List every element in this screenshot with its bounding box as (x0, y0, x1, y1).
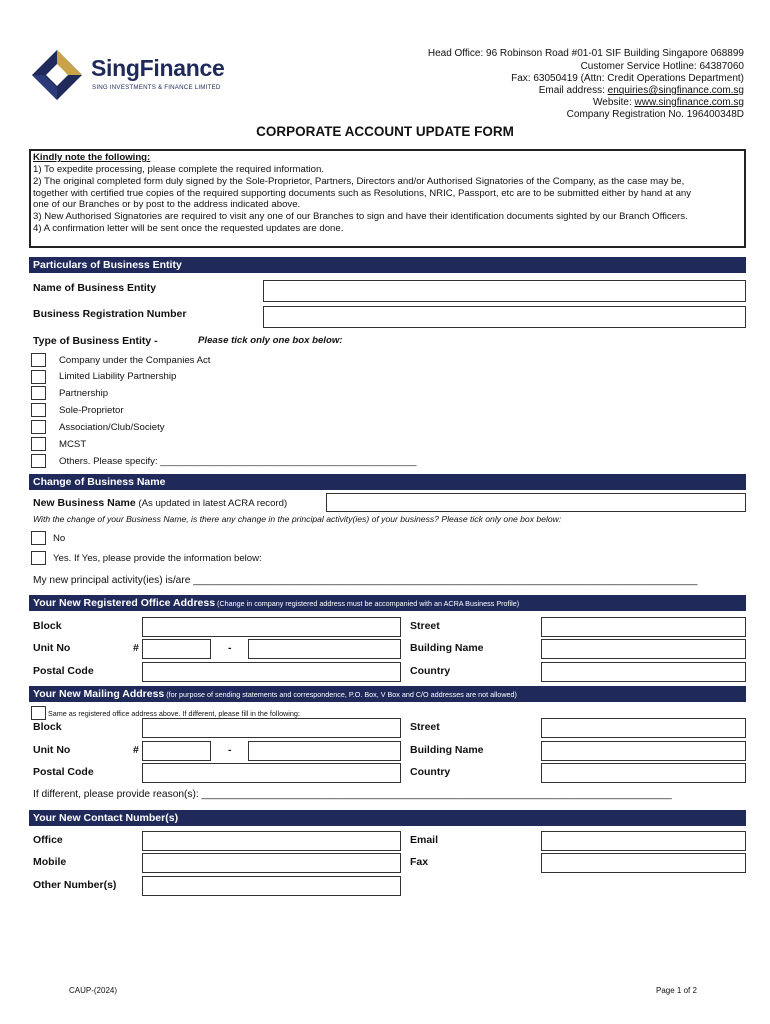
note-line: 1) To expedite processing, please complete the required information. (33, 164, 325, 175)
reg-block-input[interactable] (142, 617, 401, 637)
mail-block-label: Block (33, 721, 62, 733)
checkbox-no[interactable] (31, 531, 46, 545)
mail-block-input[interactable] (142, 718, 401, 738)
note-line: 4) A confirmation letter will be sent once the requested updates are done. (33, 223, 344, 234)
option-association-label: Association/Club/Society (59, 422, 165, 433)
entity-type-hint: Please tick only one box below: (198, 335, 343, 346)
reg-unit-dash: - (228, 642, 232, 654)
other-number-label: Other Number(s) (33, 879, 117, 891)
fax-number-input[interactable] (541, 853, 746, 873)
office-number-label: Office (33, 834, 63, 846)
singfinance-logo-icon (30, 48, 84, 102)
checkbox-mcst[interactable] (31, 437, 46, 451)
email-link[interactable]: enquiries@singfinance.com.sg (607, 85, 744, 96)
head-office-address: Head Office: 96 Robinson Road #01-01 SIF Building Singapore 068899 (427, 48, 744, 59)
reg-country-input[interactable] (541, 662, 746, 682)
checkbox-llp[interactable] (31, 370, 46, 384)
other-number-input[interactable] (142, 876, 401, 896)
note-line: 2) The original completed form duly signed by the Sole-Proprietor, Partners, Directors and/or Authorised Signatories of the Company, as the case may be, (33, 176, 685, 187)
business-reg-number-input[interactable] (263, 306, 746, 328)
note-line: together with certified true copies of the required supporting documents such as Resolutions, NRIC, Passport, etc are to be submitted either by hand at any (33, 188, 692, 199)
logo-subtitle: SING INVESTMENTS & FINANCE LIMITED (92, 84, 221, 91)
reg-unit-label: Unit No (33, 642, 71, 654)
mail-building-input[interactable] (541, 741, 746, 761)
reg-unit-number-input[interactable] (248, 639, 401, 659)
option-others-label: Others. Please specify: ________________________________________________ (59, 456, 417, 467)
reg-street-input[interactable] (541, 617, 746, 637)
mail-unit-floor-input[interactable] (142, 741, 211, 761)
registered-office-note: (Change in company registered address must be accompanied with an ACRA Business Profile) (215, 599, 520, 608)
option-no-label: No (53, 533, 66, 544)
mobile-number-label: Mobile (33, 856, 67, 868)
reg-postal-label: Postal Code (33, 665, 94, 677)
different-reason-line[interactable]: If different, please provide reason(s): ___________________________________________________________________________________ (33, 789, 672, 800)
contact-email-label: Email (410, 834, 439, 846)
option-partnership-label: Partnership (59, 388, 109, 399)
mail-postal-label: Postal Code (33, 766, 94, 778)
mailing-note: (for purpose of sending statements and correspondence, P.O. Box, V Box and C/O addresses are not allowed) (164, 690, 517, 699)
checkbox-association[interactable] (31, 420, 46, 434)
logo-name: SingFinance (91, 55, 225, 81)
checkbox-partnership[interactable] (31, 386, 46, 400)
mail-unit-number-input[interactable] (248, 741, 401, 761)
notes-heading: Kindly note the following: (33, 152, 151, 163)
mail-unit-dash: - (228, 744, 232, 756)
principal-activity-question: With the change of your Business Name, is there any change in the principal activity(ies) of your business? Please tick only one box below: (33, 514, 562, 524)
reg-block-label: Block (33, 620, 62, 632)
entity-type-label: Type of Business Entity - (33, 335, 158, 347)
website-line (593, 97, 744, 108)
checkbox-company[interactable] (31, 353, 46, 367)
fax-number-label: Fax (410, 856, 429, 868)
form-title: CORPORATE ACCOUNT UPDATE FORM (256, 124, 514, 139)
option-mcst-label: MCST (59, 439, 87, 450)
new-business-name-input[interactable] (326, 493, 746, 512)
mail-street-label: Street (410, 721, 440, 733)
section-registered-office-header (29, 595, 746, 611)
mail-country-label: Country (410, 766, 451, 778)
option-sole-proprietor-label: Sole-Proprietor (59, 405, 124, 416)
section-mailing-header (29, 686, 746, 702)
page-number: Page 1 of 2 (656, 986, 697, 995)
mail-country-input[interactable] (541, 763, 746, 783)
reg-building-label: Building Name (410, 642, 484, 654)
new-business-name-label (33, 497, 287, 509)
mobile-number-input[interactable] (142, 853, 401, 873)
reg-building-input[interactable] (541, 639, 746, 659)
mail-unit-label: Unit No (33, 744, 71, 756)
same-address-note: Same as registered office address above. If different, please fill in the following: (48, 709, 300, 718)
checkbox-others[interactable] (31, 454, 46, 468)
note-line: one of our Branches or by post to the address indicated above. (33, 199, 301, 210)
mail-unit-hash: # (133, 744, 139, 756)
mail-postal-input[interactable] (142, 763, 401, 783)
reg-country-label: Country (410, 665, 451, 677)
reg-unit-floor-input[interactable] (142, 639, 211, 659)
notes-box (29, 149, 746, 248)
section-particulars-header: Particulars of Business Entity (29, 257, 746, 273)
business-name-label: Name of Business Entity (33, 282, 157, 294)
fax-number: Fax: 63050419 (Attn: Credit Operations Department) (511, 73, 744, 84)
checkbox-same-as-registered[interactable] (31, 706, 46, 720)
option-yes-label: Yes. If Yes, please provide the information below: (53, 553, 262, 564)
note-line: 3) New Authorised Signatories are required to visit any one of our Branches to sign and have their identification documents sighted by our Branch Officers. (33, 211, 688, 222)
mail-building-label: Building Name (410, 744, 484, 756)
contact-email-input[interactable] (541, 831, 746, 851)
reg-unit-hash: # (133, 642, 139, 654)
website-label: Website: (593, 97, 635, 108)
registered-office-title: Your New Registered Office Address (33, 597, 216, 609)
office-number-input[interactable] (142, 831, 401, 851)
new-business-name-note: (As updated in latest ACRA record) (135, 498, 288, 509)
section-contact-header: Your New Contact Number(s) (29, 810, 746, 826)
email-line (539, 85, 744, 96)
option-llp-label: Limited Liability Partnership (59, 371, 177, 382)
checkbox-sole-proprietor[interactable] (31, 403, 46, 417)
company-registration: Company Registration No. 196400348D (566, 109, 744, 120)
customer-hotline: Customer Service Hotline: 64387060 (580, 61, 744, 72)
principal-activity-line[interactable]: My new principal activity(ies) is/are _________________________________________________________________________________________ (33, 575, 698, 586)
logo (30, 48, 240, 100)
option-company-label: Company under the Companies Act (59, 355, 211, 366)
new-business-name-title: New Business Name (33, 497, 136, 509)
business-reg-number-label: Business Registration Number (33, 308, 187, 320)
form-code: CAUP-(2024) (69, 986, 118, 995)
mail-street-input[interactable] (541, 718, 746, 738)
business-name-input[interactable] (263, 280, 746, 302)
mailing-title: Your New Mailing Address (33, 688, 165, 700)
section-change-name-header: Change of Business Name (29, 474, 746, 490)
checkbox-yes[interactable] (31, 551, 46, 565)
email-label: Email address: (538, 85, 608, 96)
reg-street-label: Street (410, 620, 440, 632)
website-link[interactable]: www.singfinance.com.sg (634, 97, 744, 108)
reg-postal-input[interactable] (142, 662, 401, 682)
